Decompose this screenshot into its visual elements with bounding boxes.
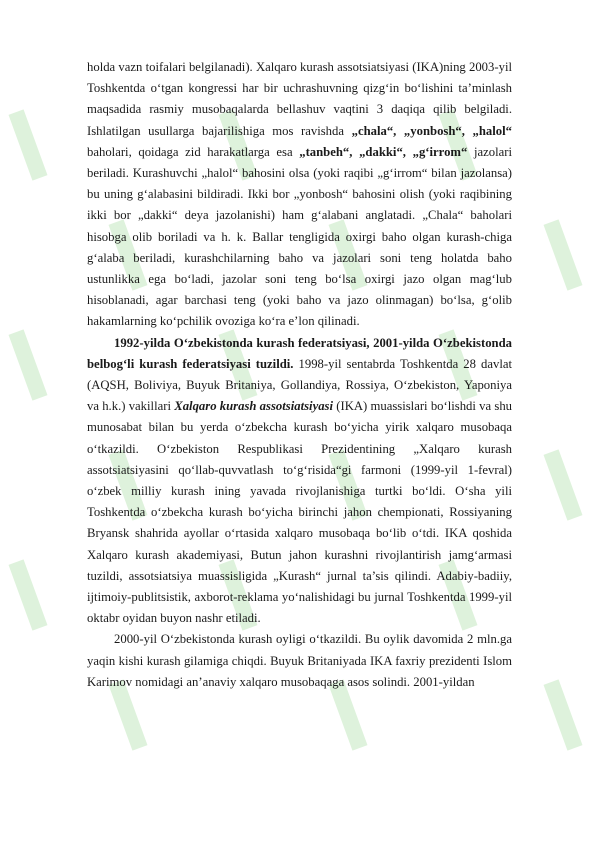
p2-text-a: 1998-yil sentabrda Toshkentda 28 davlat (AQSH, Boliviya, Buyuk Britaniya, Gollandiya, Rossiya, O‘zbekiston, Yaponiya va h.k.) vakillari [87, 356, 513, 414]
p1-text-d: jazolari beriladi. Kurashuvchi „halol“ bahosini olsa (yoki raqibi „g‘irrom“ bilan jazolansa) bu uning g‘alabasini bildiradi. Ikki bor „yonbosh“ bahosini olish (yoki raqibining ikki bor „dakki“ deya jazolanishi) ham g‘alabani anglatadi. „Chala“ baholari hisobga olib boriladi va h. k. Ballar tengligida oxirgi baho olgan kurash-chiga g‘alaba beriladi, kurashchilarning baho va jazolari soni teng holatda baho ustunlikka ega bo‘ladi, jazolar soni teng bo‘lsa oxirgi jazo olgan mag‘lub hisoblanadi, agar barchasi teng (yoki baho va jazo olinmagan) bo‘lsa, g‘olib hakamlarning ko‘pchilik ovoziga ko‘ra e’lon qilinadi. [87, 144, 513, 329]
paragraph-2 [87, 333, 512, 630]
paragraph-1 [87, 57, 512, 333]
p3-text-a: 2000-yil O‘zbekistonda kurash oyligi o‘tkazildi. Bu oylik davomida 2 mln.ga yaqin kishi kurash gilamiga chiqdi. Buyuk Britaniyada IKA faxriy prezidenti Islom Karimov nomidagi an’anaviy xalqaro musobaqaga asos solindi. 2001-yildan [87, 632, 512, 689]
p1-scores-bold: „chala“, „yonbosh“, „halol“ [351, 123, 512, 138]
p1-text-c: baholari, qoidaga zid harakatlarga esa [87, 144, 300, 159]
body-text [87, 57, 512, 693]
p1-penalties-bold: „tanbeh“, „dakki“, „g‘irrom“ [299, 144, 468, 159]
p2-text-c: (IKA) muassislari bo‘lishdi va shu munosabat bilan bu yerda o‘zbekcha kurash bo‘yicha yirik xalqaro musobaqa o‘tkazildi. O‘zbekiston Respublikasi Prezidentining „Xalqaro kurash assotsiatsiyasini qo‘llab-quvvatlash to‘g‘risida“gi farmoni (1999-yil 1-fevral) o‘zbek milliy kurash ining yavada rivojlanishiga turtki bo‘ldi. O‘sha yili Toshkentda o‘zbekcha kurash bo‘yicha birinchi jahon chempionati, Rossiyaning Bryansk shahrida ayollar o‘rtasida xalqaro musobaqa bo‘lib o‘tdi. IKA qoshida Xalqaro kurash akademiyasi, Butun jahon kurashni rivojlantirish jamg‘armasi tuzildi, assotsiatsiya muassisligida „Kurash“ jurnal ta’sis qilindi. Adabiy-badiiy, ijtimoiy-publitsistik, axborot-reklama yo‘nalishidagi bu jurnal Toshkentda 1999-yil oktabr oyidan buyon nashr etiladi. [87, 399, 513, 626]
p2-federation-bold: 1992-yilda O‘zbekistonda kurash federatsiyasi, 2001-yilda O‘zbekistonda belbog‘li kurash federatsiyasi tuzildi. [87, 335, 512, 371]
p2-ika-bold-italic: Xalqaro kurash assotsiatsiyasi [174, 399, 334, 414]
paragraph-3 [87, 629, 512, 693]
p1-text-a: holda vazn toifalari belgilanadi). Xalqaro kurash assotsiatsiyasi (IKA)ning 2003-yil Toshkentda o‘tgan kongressi har bir uchrashuvning qizg‘in bo‘lishini ta’minlash maqsadida rasmiy musobaqalarda bellashuv vaqtini 3 daqiqa qilib belgiladi. Ishlatilgan usullarga bajarilishiga mos ravishda [87, 60, 512, 138]
